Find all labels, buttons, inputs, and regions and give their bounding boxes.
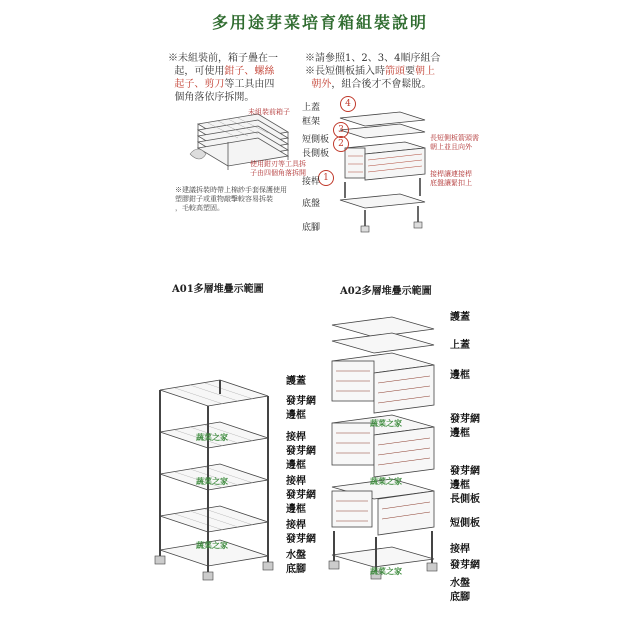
- callout-stack-bottom-1: 使用鉗刃等工具拆: [250, 160, 306, 168]
- note-line: ※建議拆裝時帶上棉紗手套保護使用: [175, 186, 287, 194]
- step-1-marker: 1: [318, 170, 334, 186]
- note-line: 未組裝前，箱子疊在一: [178, 53, 278, 64]
- a02-label-frame: 邊框: [450, 480, 470, 491]
- note-line: ，毛較高塑固。: [175, 204, 224, 212]
- step-2-marker: 2: [333, 136, 349, 152]
- note-line: ，組合後才不會鬆脫。: [331, 79, 432, 90]
- step-4-marker: 4: [340, 96, 356, 112]
- note-line: 個角落依序拆開。: [174, 92, 255, 103]
- a01-label-net: 發芽網: [286, 490, 316, 501]
- label-foot: 底腳: [302, 223, 321, 233]
- heading-a02: A02多層堆疊示範圖: [340, 286, 432, 297]
- a01-label-net: 發芽網: [286, 446, 316, 457]
- a02-label-lid: 上蓋: [450, 340, 470, 351]
- a02-label-long-panel: 長側板: [450, 494, 480, 505]
- a02-label-short-panel: 短側板: [450, 518, 480, 529]
- red-note-poles: [430, 170, 472, 188]
- a01-label-foot: 底腳: [286, 564, 306, 575]
- a01-label-net: 發芽網: [286, 396, 316, 407]
- a02-watermark: 蔬菜之家: [370, 566, 402, 576]
- note-disassembly: [168, 52, 298, 104]
- step-3-marker: 3: [333, 122, 349, 138]
- note-line: 等工具由四: [224, 79, 275, 90]
- note-line: ※請參照1、2、3、4順序組合: [305, 53, 441, 64]
- a01-label-pole: 接桿: [286, 432, 306, 443]
- a02-label-foot: 底腳: [450, 592, 470, 603]
- a02-label-cover: 護蓋: [450, 312, 470, 323]
- label-base: 底盤: [302, 199, 321, 209]
- a01-label-net: 發芽網: [286, 534, 316, 545]
- label-pole: 接桿: [302, 177, 321, 187]
- a01-watermark: 蔬菜之家: [196, 432, 228, 442]
- a02-label-net: 發芽網: [450, 414, 480, 425]
- label-short-panel: 短側板: [302, 135, 330, 145]
- note-highlight: 朝上: [415, 66, 435, 77]
- note-line: 起，可使用: [174, 66, 225, 77]
- callout-stack-top: 未組裝前箱子: [248, 108, 290, 116]
- a01-label-frame: 邊框: [286, 410, 306, 421]
- a02-label-net: 發芽網: [450, 560, 480, 571]
- note-highlight: 箭頭: [385, 66, 405, 77]
- label-lid: 上蓋: [302, 103, 321, 113]
- note-line: 朝上並且向外: [430, 143, 472, 151]
- note-assembly: [305, 52, 485, 91]
- heading-a01: A01多層堆疊示範圖: [172, 284, 264, 295]
- note-line: 長短側板箭頭需: [430, 134, 479, 142]
- note-highlight: 剪刀: [204, 79, 225, 90]
- a01-label-frame: 邊框: [286, 504, 306, 515]
- a01-label-pole: 接桿: [286, 520, 306, 531]
- red-note-panels: [430, 134, 479, 152]
- exploded-parts-illustration: [330, 98, 440, 240]
- note-tips: [175, 186, 305, 213]
- note-line: 要: [405, 66, 415, 77]
- a01-label-water-tray: 水盤: [286, 550, 306, 561]
- a01-label-pole: 接桿: [286, 476, 306, 487]
- note-highlight: 朝外: [311, 79, 332, 90]
- note-line: 接桿讓連接桿: [430, 170, 472, 178]
- note-highlight: 起子、: [174, 79, 205, 90]
- a01-watermark: 蔬菜之家: [196, 476, 228, 486]
- a02-label-pole: 接桿: [450, 544, 470, 555]
- a02-label-frame: 邊框: [450, 370, 470, 381]
- a02-rack-illustration: [322, 305, 447, 590]
- a01-label-cover: 護蓋: [286, 376, 306, 387]
- page-title: 多用途芽菜培育箱組裝說明: [211, 13, 428, 32]
- note-line: 底盤讓緊扣上: [430, 179, 472, 187]
- a02-label-water-tray: 水盤: [450, 578, 470, 589]
- note-highlight: 鉗子、螺絲: [224, 66, 275, 77]
- a02-watermark: 蔬菜之家: [370, 418, 402, 428]
- note-line: 塑膠鉗子或重物敲擊較容易拆裝: [175, 195, 273, 203]
- note-line: ※長短側板插入時: [305, 66, 385, 77]
- label-long-panel: 長側板: [302, 149, 330, 159]
- label-frame: 框架: [302, 117, 321, 127]
- a01-watermark: 蔬菜之家: [196, 540, 228, 550]
- a01-label-frame: 邊框: [286, 460, 306, 471]
- a02-label-frame: 邊框: [450, 428, 470, 439]
- a02-watermark: 蔬菜之家: [370, 476, 402, 486]
- note-mark: ※: [168, 53, 178, 64]
- callout-stack-bottom-2: 子由四個角落拆開: [250, 169, 306, 177]
- a02-label-net: 發芽網: [450, 466, 480, 477]
